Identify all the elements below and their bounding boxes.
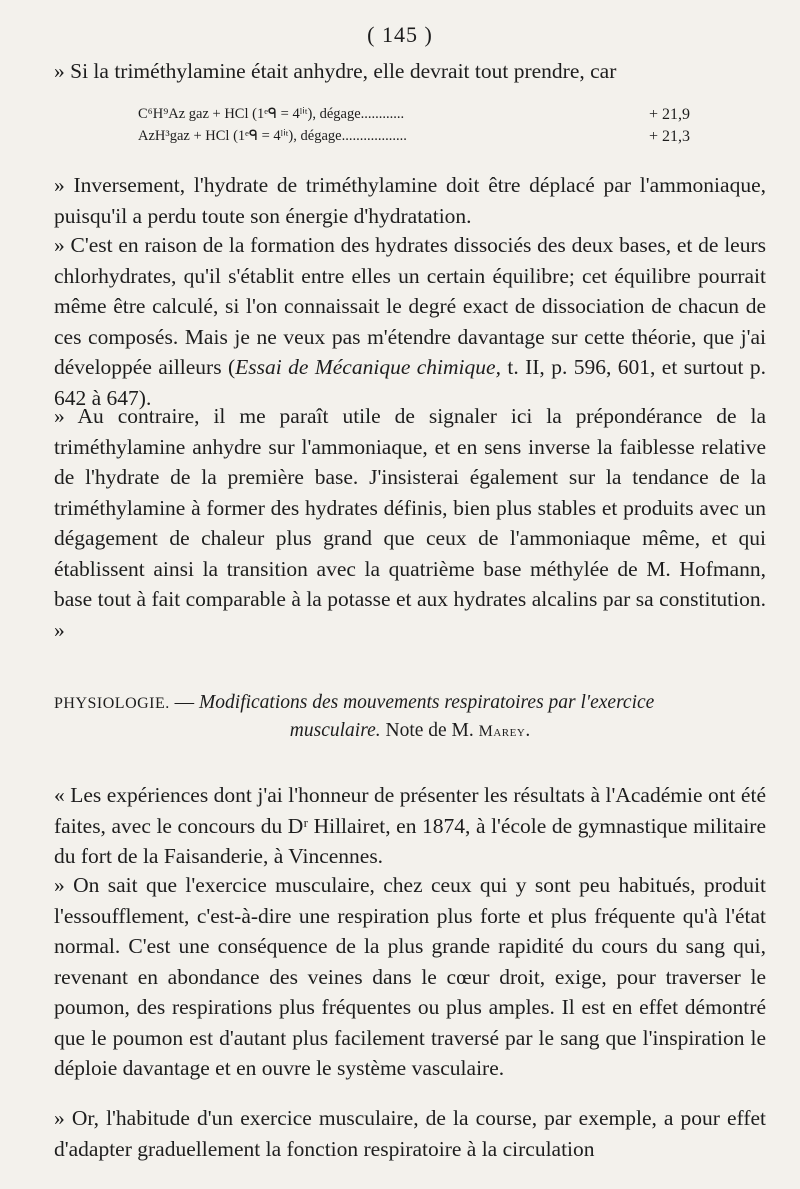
heading-dash: — (169, 692, 200, 713)
citation-title: Essai de Mécanique chimique, (235, 355, 501, 379)
paragraph-text: » On sait que l'exercice musculaire, chez ceux qui y sont peu habitués, produit l'essoufflement, c'est-à-dire une respiration plus forte et plus fréquente qu'à l'état normal. C'est une conséquence de la plus grande rapidité du cours du sang qui, revenant en abondance des veines dans le cœur droit, exige, pour traverser le poumon, des respirations plus fréquentes ou plus amples. Il est en effet démontré que le poumon est d'autant plus facilement traversé par le sang que l'inspiration le déploie davantage et en ouvre le système vasculaire. (54, 873, 766, 1080)
section-label: PHYSIOLOGIE. (54, 695, 170, 712)
heading-title-end: musculaire. (289, 720, 381, 741)
equation-value: + 21,9 (648, 106, 690, 123)
heading-note: Note de M. (380, 720, 479, 741)
paragraph-habitude (54, 1103, 766, 1164)
heading-end: . (525, 720, 531, 741)
equation-line (138, 126, 690, 147)
equation-lhs: C⁶H⁹Az gaz + HCl (1ᵉᑫ = 4ˡⁱᵗ), dégage............ (138, 106, 405, 122)
equation-line (138, 104, 690, 125)
paragraph-text: « Les expériences dont j'ai l'honneur de présenter les résultats à l'Académie ont été faites, avec le concours du Dʳ Hillairet, en 1874, à l'école de gymnastique militaire du fort de la Faisanderie, à Vincennes. (54, 783, 766, 868)
heading-line (54, 689, 766, 717)
heading-title: Modifications des mouvements respiratoires par l'exercice (199, 692, 655, 713)
equation-lhs: AzH³gaz + HCl (1ᵉᑫ = 4ˡⁱᵗ), dégage.................. (138, 128, 407, 144)
paragraph-essoufflement (54, 870, 766, 1084)
paragraph-text: » Au contraire, il me paraît utile de signaler ici la prépondérance de la triméthylamine anhydre sur l'ammoniaque, et en sens inverse la faiblesse relative de l'hydrate de la première base. J'insisterai également sur la tendance de la triméthylamine à former des hydrates définis, bien plus stables et produits avec un dégagement de chaleur plus grand que ceux de l'ammoniaque même, et qui établissent ainsi la transition avec la quatrième base méthylée de M. Hofmann, base tout à fait comparable à la potasse et aux hydrates alcalins par sa constitution. » (54, 404, 766, 642)
paragraph-experiences (54, 780, 766, 872)
text-run: t. II, p. 596, 601, et surtout p. 642 à 647). (54, 355, 766, 410)
equation-value: + 21,3 (648, 128, 690, 145)
text-run: » C'est en raison de la formation des hydrates dissociés des deux bases, et de leurs chlorhydrates, qu'il s'établit entre elles un certain équilibre; cet équilibre pourrait même être calculé, si l'on connaissait le degré exact de dissociation de chacun de ces composés. Mais je ne veux pas m'étendre davantage sur cette théorie, que j'ai développée ailleurs ( (54, 233, 766, 379)
section-heading (54, 689, 766, 745)
paragraph-text: » Or, l'habitude d'un exercice musculaire, de la course, par exemple, a pour effet d'adapter graduellement la fonction respiratoire à la circulation (54, 1106, 766, 1161)
heading-line (54, 717, 766, 745)
paragraph-text: » Inversement, l'hydrate de triméthylamine doit être déplacé par l'ammoniaque, puisqu'il a perdu toute son énergie d'hydratation. (54, 173, 766, 228)
paragraph-contraire (54, 401, 766, 645)
author-name: Marey (478, 723, 526, 740)
paragraph-text: » Si la triméthylamine était anhydre, elle devrait tout prendre, car (54, 59, 617, 83)
page-number: ( 145 ) (367, 22, 433, 47)
paragraph-intro (54, 56, 766, 87)
paragraph-equilibre (54, 230, 766, 413)
paragraph-inversement (54, 170, 766, 231)
paragraph-text (54, 230, 766, 413)
